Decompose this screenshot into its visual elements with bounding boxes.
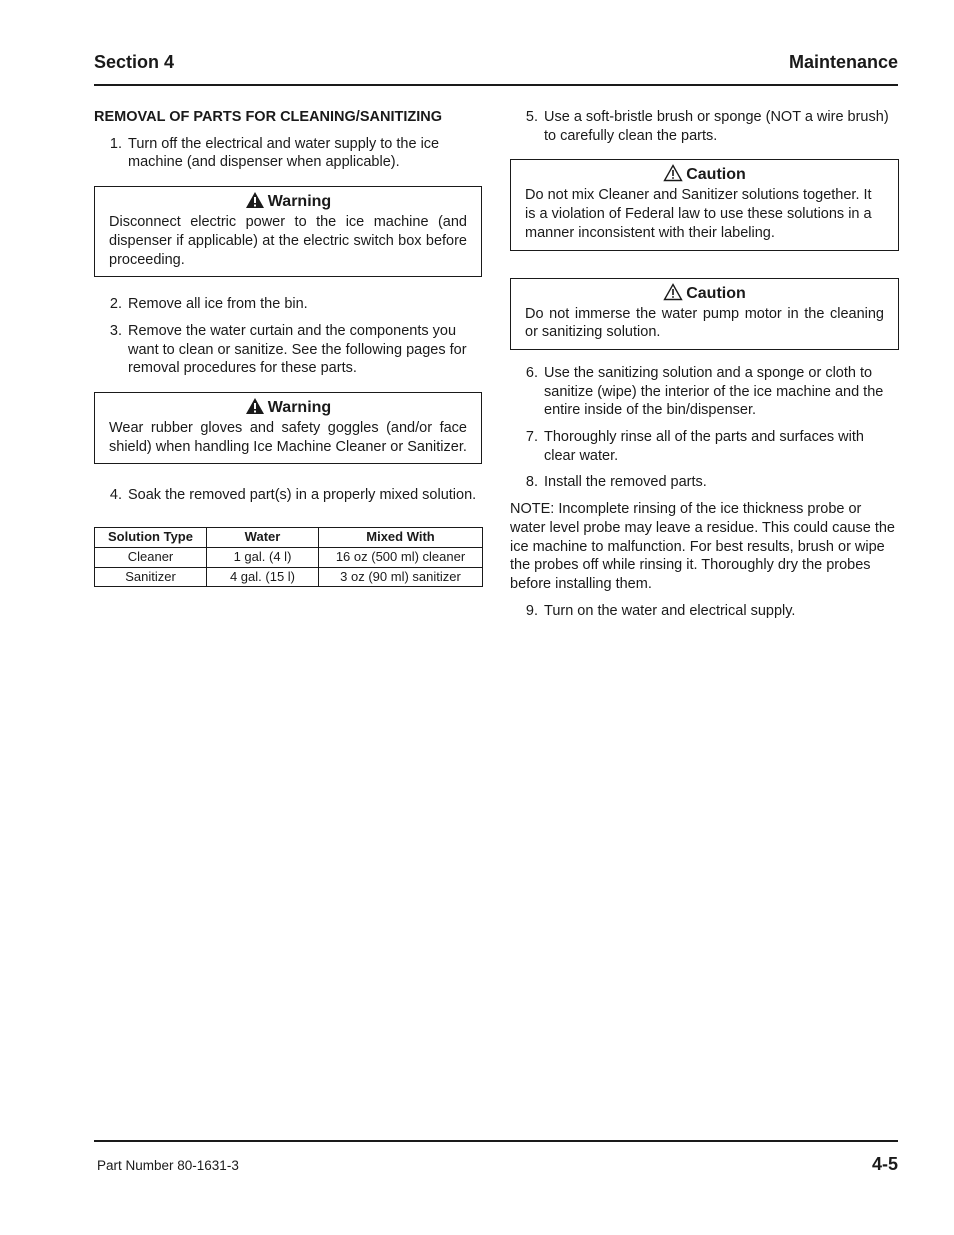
step-text: Thoroughly rinse all of the parts and surfaces with clear water. [544,429,864,464]
part-number: Part Number 80-1631-3 [97,1158,239,1173]
step-number: 2. [109,296,122,313]
page-footer [94,1140,898,1174]
table-cell: 4 gal. (15 l) [207,567,319,587]
table-cell: 1 gal. (4 l) [207,547,319,567]
step-text: Install the removed parts. [544,474,707,491]
warning-text: Disconnect electric power to the ice machine (and dispenser if applicable) at the electric switch box before proceeding. [109,214,467,268]
step-9 [510,602,899,621]
step-number: 6. [525,364,538,381]
caution-icon [663,283,683,301]
step-number: 3. [109,322,122,339]
table-row [95,567,483,587]
warning-icon [245,397,265,415]
page-header [94,50,898,86]
table-cell: 3 oz (90 ml) sanitizer [319,567,483,587]
step-number: 7. [525,429,538,446]
warning-box-gloves [94,392,482,464]
section-label: Section 4 [94,52,175,72]
table-cell: 16 oz (500 ml) cleaner [319,547,483,567]
warning-title-text: Warning [267,193,332,211]
step-6 [510,364,899,420]
table-cell: Cleaner [95,547,207,567]
step-text: Remove all ice from the bin. [128,296,308,313]
step-4 [94,486,482,505]
warning-title [109,397,467,418]
caution-box-pump [510,278,899,350]
col-mixed-with: Mixed With [319,528,483,548]
step-number: 4. [109,487,122,504]
table-header-row [95,528,483,548]
warning-icon [245,191,265,209]
table-cell: Sanitizer [95,567,207,587]
step-number: 1. [109,135,122,152]
step-text: Remove the water curtain and the components you want to clean or sanitize. See the following pages for removal procedures for these parts. [128,322,467,377]
table-row [95,547,483,567]
section-heading: REMOVAL OF PARTS FOR CLEANING/SANITIZING [94,109,442,125]
step-8 [510,473,899,492]
step-text: Use a soft-bristle brush or sponge (NOT a wire brush) to carefully clean the parts. [544,109,889,144]
caution-title-text: Caution [686,166,746,184]
caution-title [525,164,884,185]
warning-text: Wear rubber gloves and safety goggles (and/or face shield) when handling Ice Machine Cleaner or Sanitizer. [109,420,467,455]
page-number: 4-5 [871,1154,898,1174]
right-column [510,106,899,628]
step-3 [94,322,482,378]
warning-title [109,191,467,212]
caution-icon [663,164,683,182]
step-text: Use the sanitizing solution and a sponge or cloth to sanitize (wipe) the interior of the ice machine and the entire inside of the bin/dispenser. [544,364,884,419]
step-text: Turn off the electrical and water supply to the ice machine (and dispenser when applicable). [128,135,440,171]
col-solution-type: Solution Type [95,528,207,548]
caution-title-text: Caution [686,284,746,302]
note-paragraph: NOTE: Incomplete rinsing of the ice thickness probe or water level probe may leave a residue. This could cause the ice machine to malfunction. For best results, brush or wipe the probes off while rinsing it. Thoroughly dry the probes before installing them. [510,501,896,592]
step-5 [510,108,899,145]
caution-box-mixing [510,159,899,250]
caution-title [525,283,884,304]
warning-title-text: Warning [267,399,332,417]
warning-box-power [94,186,482,277]
step-number: 8. [525,474,538,491]
caution-text: Do not mix Cleaner and Sanitizer solutions together. It is a violation of Federal law to use these solutions in a manner inconsistent with their labeling. [525,187,872,241]
left-column [94,106,482,587]
step-text: Turn on the water and electrical supply. [544,602,796,619]
solution-table [94,527,483,587]
section-title: Maintenance [788,52,898,72]
step-2 [94,295,482,314]
col-water: Water [207,528,319,548]
step-1 [94,135,482,172]
caution-text: Do not immerse the water pump motor in the cleaning or sanitizing solution. [525,305,884,341]
step-text: Soak the removed part(s) in a properly mixed solution. [128,487,477,504]
step-number: 5. [525,109,538,125]
step-number: 9. [525,602,538,619]
step-7 [510,428,899,465]
